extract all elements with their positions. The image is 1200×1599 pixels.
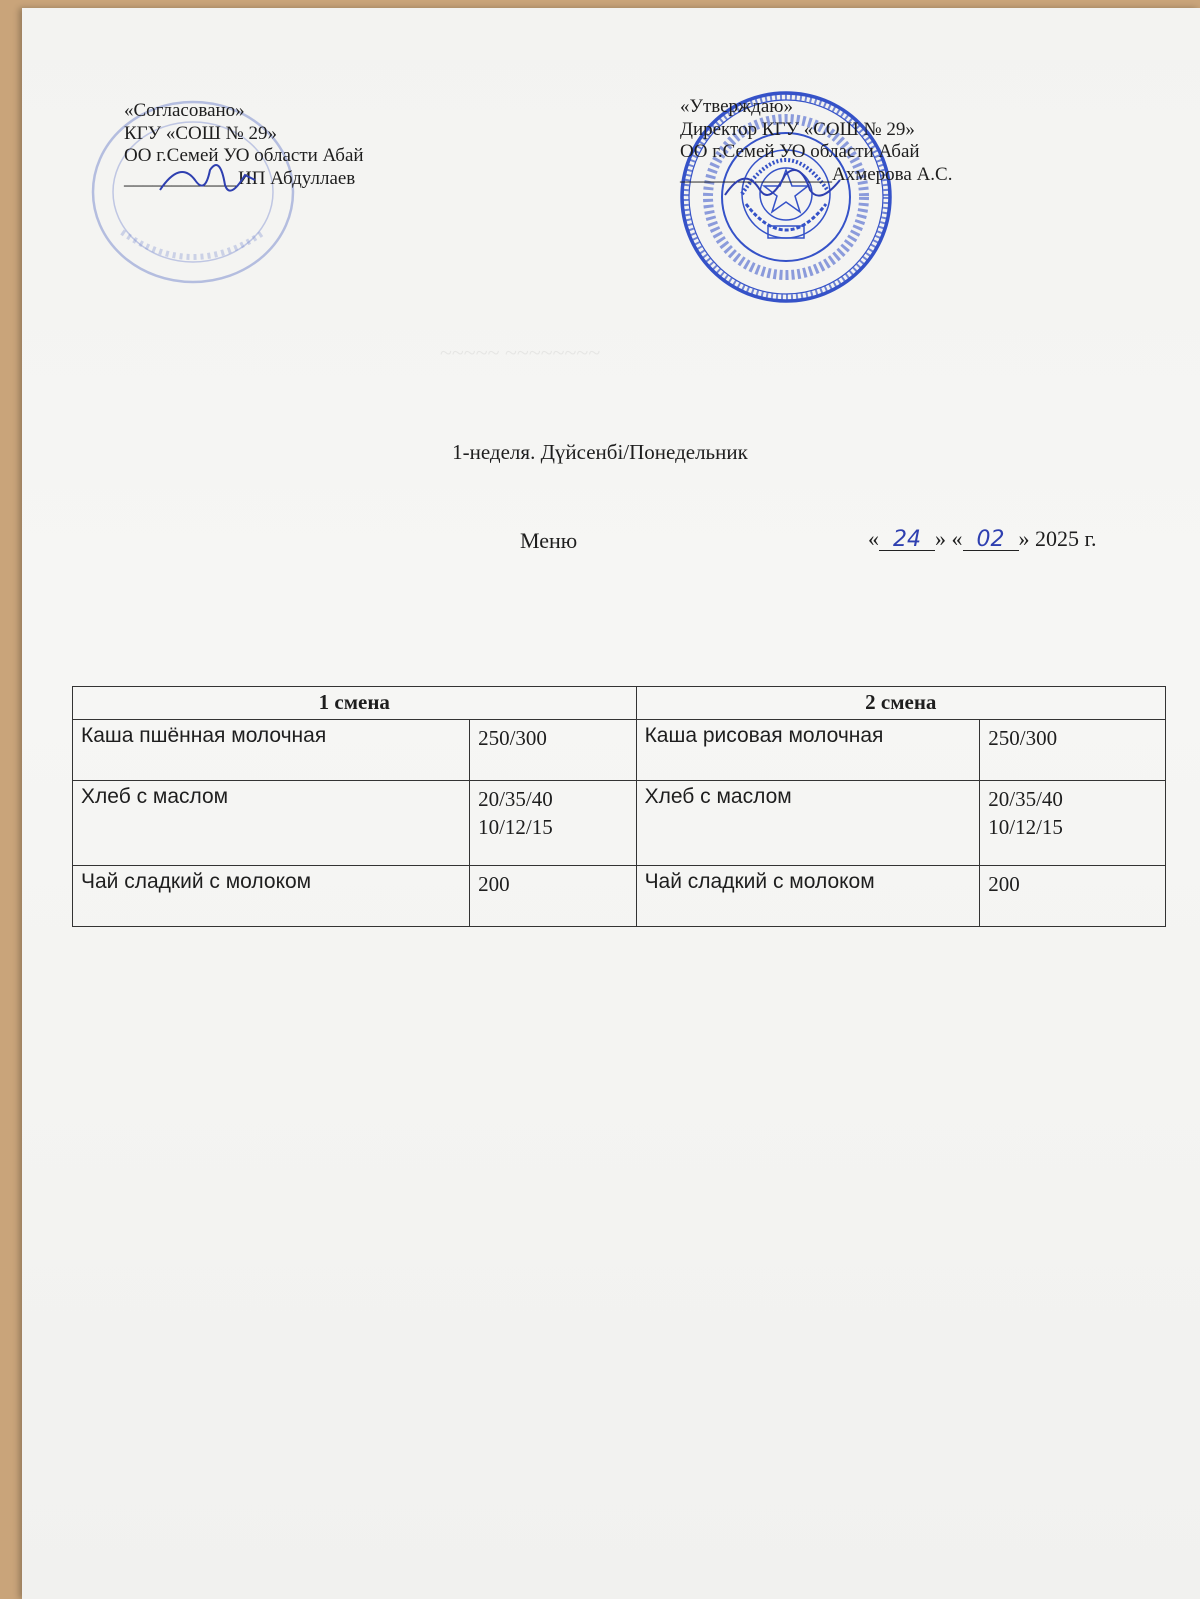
table-header-row <box>73 687 1166 720</box>
agreed-title: «Согласовано» <box>124 100 245 121</box>
agreed-department: ОО г.Семей УО области Абай <box>124 145 364 166</box>
shift-2-header: 2 смена <box>636 687 1165 720</box>
date-day: 24 <box>879 530 935 551</box>
table-row <box>73 720 1166 781</box>
amount-cell: 200 <box>470 866 637 927</box>
amount-cell: 20/35/40 10/12/15 <box>980 781 1166 866</box>
dish-cell: Каша пшённая молочная <box>73 720 470 781</box>
table-row <box>73 781 1166 866</box>
amount-cell: 200 <box>980 866 1166 927</box>
shift-1-header: 1 смена <box>73 687 637 720</box>
left-signature <box>150 150 270 210</box>
dish-cell: Каша рисовая молочная <box>636 720 980 781</box>
dish-cell: Чай сладкий с молоком <box>636 866 980 927</box>
menu-table <box>72 686 1166 927</box>
date-month: 02 <box>963 530 1019 551</box>
approved-signatory: ________________Ахмерова А.С. <box>680 163 953 185</box>
menu-label: Меню <box>520 528 578 553</box>
agreed-school: КГУ «СОШ № 29» <box>124 122 278 144</box>
approved-department: ОО г.Семей УО области Абай <box>680 141 920 162</box>
amount-cell: 250/300 <box>470 720 637 781</box>
agreed-signatory: ____________ИП Абдуллаев <box>124 167 356 189</box>
dish-cell: Чай сладкий с молоком <box>73 866 470 927</box>
amount-cell: 250/300 <box>980 720 1166 781</box>
table-row <box>73 866 1166 927</box>
amount-cell: 20/35/40 10/12/15 <box>470 781 637 866</box>
page-heading: 1-неделя. Дүйсенбі/Понедельник <box>452 440 748 464</box>
approved-director: Директор КГУ «СОШ № 29» <box>680 118 915 140</box>
dish-cell: Хлеб с маслом <box>636 781 980 866</box>
dish-cell: Хлеб с маслом <box>73 781 470 866</box>
date-line: « 24 » « 02 » 2025 г. <box>868 526 1097 552</box>
right-signature <box>720 160 860 210</box>
approved-title: «Утверждаю» <box>680 96 793 117</box>
bleed-through-text: ~~~~~ ~~~~~~~~ <box>440 340 601 365</box>
